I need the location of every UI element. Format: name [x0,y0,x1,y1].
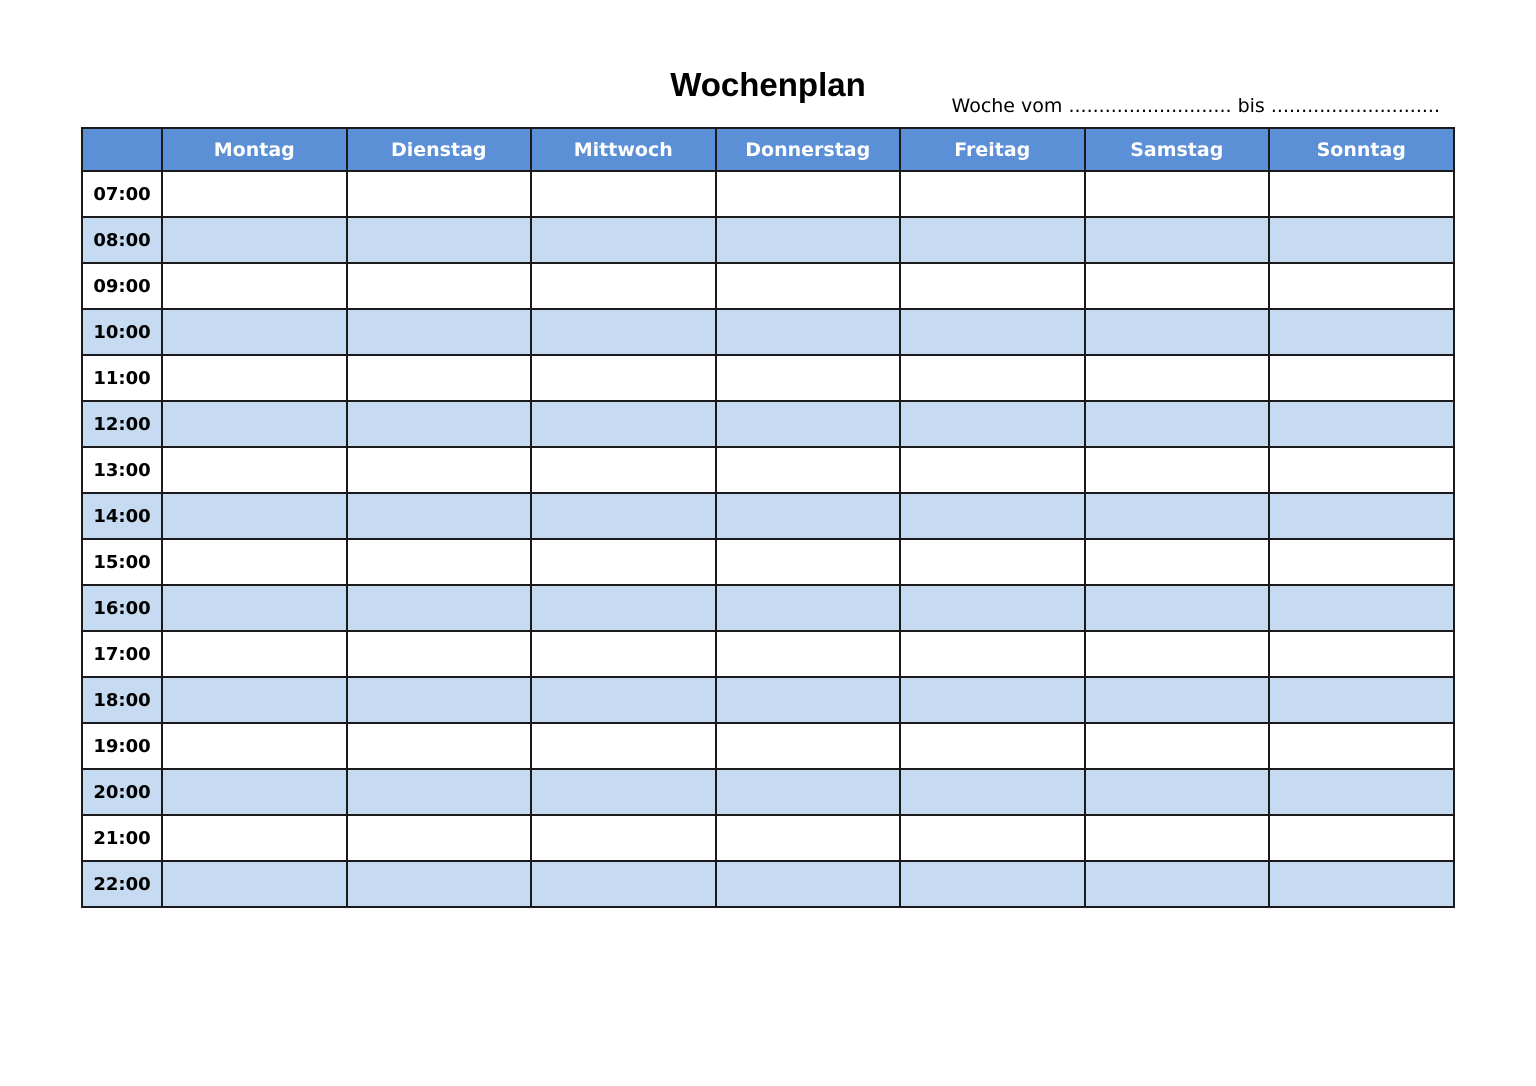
week-range-line [940,93,1440,119]
slot-cell-saturday[interactable] [1085,677,1270,723]
time-row [82,309,1454,355]
slot-cell-monday[interactable] [162,861,347,907]
slot-cell-thursday[interactable] [716,263,901,309]
schedule-body [82,171,1454,907]
slot-cell-sunday[interactable] [1269,355,1454,401]
slot-cell-friday[interactable] [900,539,1085,585]
time-row [82,263,1454,309]
slot-cell-friday[interactable] [900,217,1085,263]
page-title: Wochenplan [670,66,866,103]
day-header-saturday: Samstag [1085,128,1270,171]
week-to-label: bis [1237,95,1265,117]
slot-cell-sunday[interactable] [1269,447,1454,493]
corner-cell [82,128,162,171]
time-label: 18:00 [82,677,162,723]
slot-cell-tuesday[interactable] [347,493,532,539]
slot-cell-sunday[interactable] [1269,815,1454,861]
slot-cell-sunday[interactable] [1269,217,1454,263]
slot-cell-monday[interactable] [162,815,347,861]
time-label: 12:00 [82,401,162,447]
slot-cell-monday[interactable] [162,217,347,263]
slot-cell-wednesday[interactable] [531,447,716,493]
slot-cell-wednesday[interactable] [531,539,716,585]
slot-cell-monday[interactable] [162,631,347,677]
slot-cell-wednesday[interactable] [531,355,716,401]
time-row [82,217,1454,263]
slot-cell-wednesday[interactable] [531,217,716,263]
time-label: 13:00 [82,447,162,493]
slot-cell-saturday[interactable] [1085,539,1270,585]
slot-cell-monday[interactable] [162,539,347,585]
slot-cell-saturday[interactable] [1085,401,1270,447]
day-header-monday: Montag [162,128,347,171]
time-label: 19:00 [82,723,162,769]
slot-cell-saturday[interactable] [1085,723,1270,769]
slot-cell-tuesday[interactable] [347,723,532,769]
time-row [82,723,1454,769]
slot-cell-thursday[interactable] [716,309,901,355]
slot-cell-tuesday[interactable] [347,309,532,355]
day-header-friday: Freitag [900,128,1085,171]
slot-cell-friday[interactable] [900,815,1085,861]
slot-cell-monday[interactable] [162,493,347,539]
slot-cell-thursday[interactable] [716,493,901,539]
slot-cell-saturday[interactable] [1085,585,1270,631]
slot-cell-monday[interactable] [162,263,347,309]
slot-cell-friday[interactable] [900,263,1085,309]
slot-cell-saturday[interactable] [1085,263,1270,309]
header-row [82,128,1454,171]
time-label: 08:00 [82,217,162,263]
slot-cell-friday[interactable] [900,769,1085,815]
slot-cell-friday[interactable] [900,723,1085,769]
time-label: 11:00 [82,355,162,401]
slot-cell-friday[interactable] [900,171,1085,217]
slot-cell-tuesday[interactable] [347,585,532,631]
day-header-tuesday: Dienstag [347,128,532,171]
slot-cell-saturday[interactable] [1085,355,1270,401]
slot-cell-monday[interactable] [162,769,347,815]
slot-cell-monday[interactable] [162,355,347,401]
slot-cell-thursday[interactable] [716,677,901,723]
slot-cell-friday[interactable] [900,861,1085,907]
slot-cell-thursday[interactable] [716,539,901,585]
slot-cell-thursday[interactable] [716,585,901,631]
slot-cell-wednesday[interactable] [531,723,716,769]
time-row [82,815,1454,861]
slot-cell-sunday[interactable] [1269,677,1454,723]
slot-cell-saturday[interactable] [1085,493,1270,539]
time-label: 21:00 [82,815,162,861]
slot-cell-tuesday[interactable] [347,263,532,309]
slot-cell-wednesday[interactable] [531,769,716,815]
slot-cell-saturday[interactable] [1085,861,1270,907]
slot-cell-tuesday[interactable] [347,355,532,401]
slot-cell-thursday[interactable] [716,217,901,263]
slot-cell-saturday[interactable] [1085,631,1270,677]
slot-cell-sunday[interactable] [1269,723,1454,769]
time-label: 07:00 [82,171,162,217]
slot-cell-wednesday[interactable] [531,263,716,309]
slot-cell-saturday[interactable] [1085,447,1270,493]
slot-cell-thursday[interactable] [716,769,901,815]
time-row [82,539,1454,585]
slot-cell-thursday[interactable] [716,355,901,401]
slot-cell-sunday[interactable] [1269,493,1454,539]
slot-cell-friday[interactable] [900,677,1085,723]
time-row [82,585,1454,631]
slot-cell-saturday[interactable] [1085,769,1270,815]
time-row [82,769,1454,815]
time-row [82,447,1454,493]
slot-cell-thursday[interactable] [716,723,901,769]
time-label: 22:00 [82,861,162,907]
slot-cell-tuesday[interactable] [347,815,532,861]
slot-cell-monday[interactable] [162,585,347,631]
slot-cell-tuesday[interactable] [347,401,532,447]
slot-cell-wednesday[interactable] [531,861,716,907]
time-label: 20:00 [82,769,162,815]
slot-cell-wednesday[interactable] [531,677,716,723]
day-header-sunday: Sonntag [1269,128,1454,171]
slot-cell-monday[interactable] [162,723,347,769]
slot-cell-saturday[interactable] [1085,217,1270,263]
slot-cell-sunday[interactable] [1269,263,1454,309]
time-label: 10:00 [82,309,162,355]
time-label: 09:00 [82,263,162,309]
slot-cell-thursday[interactable] [716,861,901,907]
slot-cell-saturday[interactable] [1085,815,1270,861]
slot-cell-tuesday[interactable] [347,769,532,815]
slot-cell-tuesday[interactable] [347,861,532,907]
slot-cell-friday[interactable] [900,309,1085,355]
time-row [82,171,1454,217]
slot-cell-friday[interactable] [900,401,1085,447]
slot-cell-thursday[interactable] [716,815,901,861]
slot-cell-monday[interactable] [162,309,347,355]
time-row [82,493,1454,539]
slot-cell-tuesday[interactable] [347,217,532,263]
week-from-label: Woche vom [951,95,1063,117]
slot-cell-sunday[interactable] [1269,631,1454,677]
slot-cell-thursday[interactable] [716,447,901,493]
slot-cell-sunday[interactable] [1269,861,1454,907]
week-from-field[interactable]: ........................... [1068,95,1232,117]
time-label: 16:00 [82,585,162,631]
slot-cell-tuesday[interactable] [347,447,532,493]
slot-cell-wednesday[interactable] [531,631,716,677]
day-header-wednesday: Mittwoch [531,128,716,171]
slot-cell-friday[interactable] [900,493,1085,539]
slot-cell-thursday[interactable] [716,401,901,447]
time-label: 17:00 [82,631,162,677]
slot-cell-friday[interactable] [900,631,1085,677]
slot-cell-wednesday[interactable] [531,309,716,355]
time-row [82,631,1454,677]
slot-cell-sunday[interactable] [1269,539,1454,585]
slot-cell-wednesday[interactable] [531,401,716,447]
slot-cell-thursday[interactable] [716,631,901,677]
day-header-thursday: Donnerstag [716,128,901,171]
slot-cell-sunday[interactable] [1269,585,1454,631]
weekly-schedule-table [81,127,1455,908]
time-row [82,355,1454,401]
slot-cell-saturday[interactable] [1085,171,1270,217]
time-row [82,401,1454,447]
time-label: 15:00 [82,539,162,585]
slot-cell-wednesday[interactable] [531,585,716,631]
slot-cell-saturday[interactable] [1085,309,1270,355]
slot-cell-sunday[interactable] [1269,171,1454,217]
slot-cell-sunday[interactable] [1269,401,1454,447]
slot-cell-friday[interactable] [900,447,1085,493]
slot-cell-wednesday[interactable] [531,493,716,539]
slot-cell-tuesday[interactable] [347,539,532,585]
slot-cell-monday[interactable] [162,401,347,447]
slot-cell-friday[interactable] [900,585,1085,631]
slot-cell-friday[interactable] [900,355,1085,401]
slot-cell-wednesday[interactable] [531,171,716,217]
slot-cell-monday[interactable] [162,171,347,217]
slot-cell-monday[interactable] [162,677,347,723]
time-row [82,677,1454,723]
slot-cell-tuesday[interactable] [347,677,532,723]
slot-cell-thursday[interactable] [716,171,901,217]
time-label: 14:00 [82,493,162,539]
week-to-field[interactable]: ............................ [1270,95,1440,117]
slot-cell-sunday[interactable] [1269,769,1454,815]
slot-cell-monday[interactable] [162,447,347,493]
slot-cell-sunday[interactable] [1269,309,1454,355]
slot-cell-wednesday[interactable] [531,815,716,861]
slot-cell-tuesday[interactable] [347,171,532,217]
time-row [82,861,1454,907]
slot-cell-tuesday[interactable] [347,631,532,677]
